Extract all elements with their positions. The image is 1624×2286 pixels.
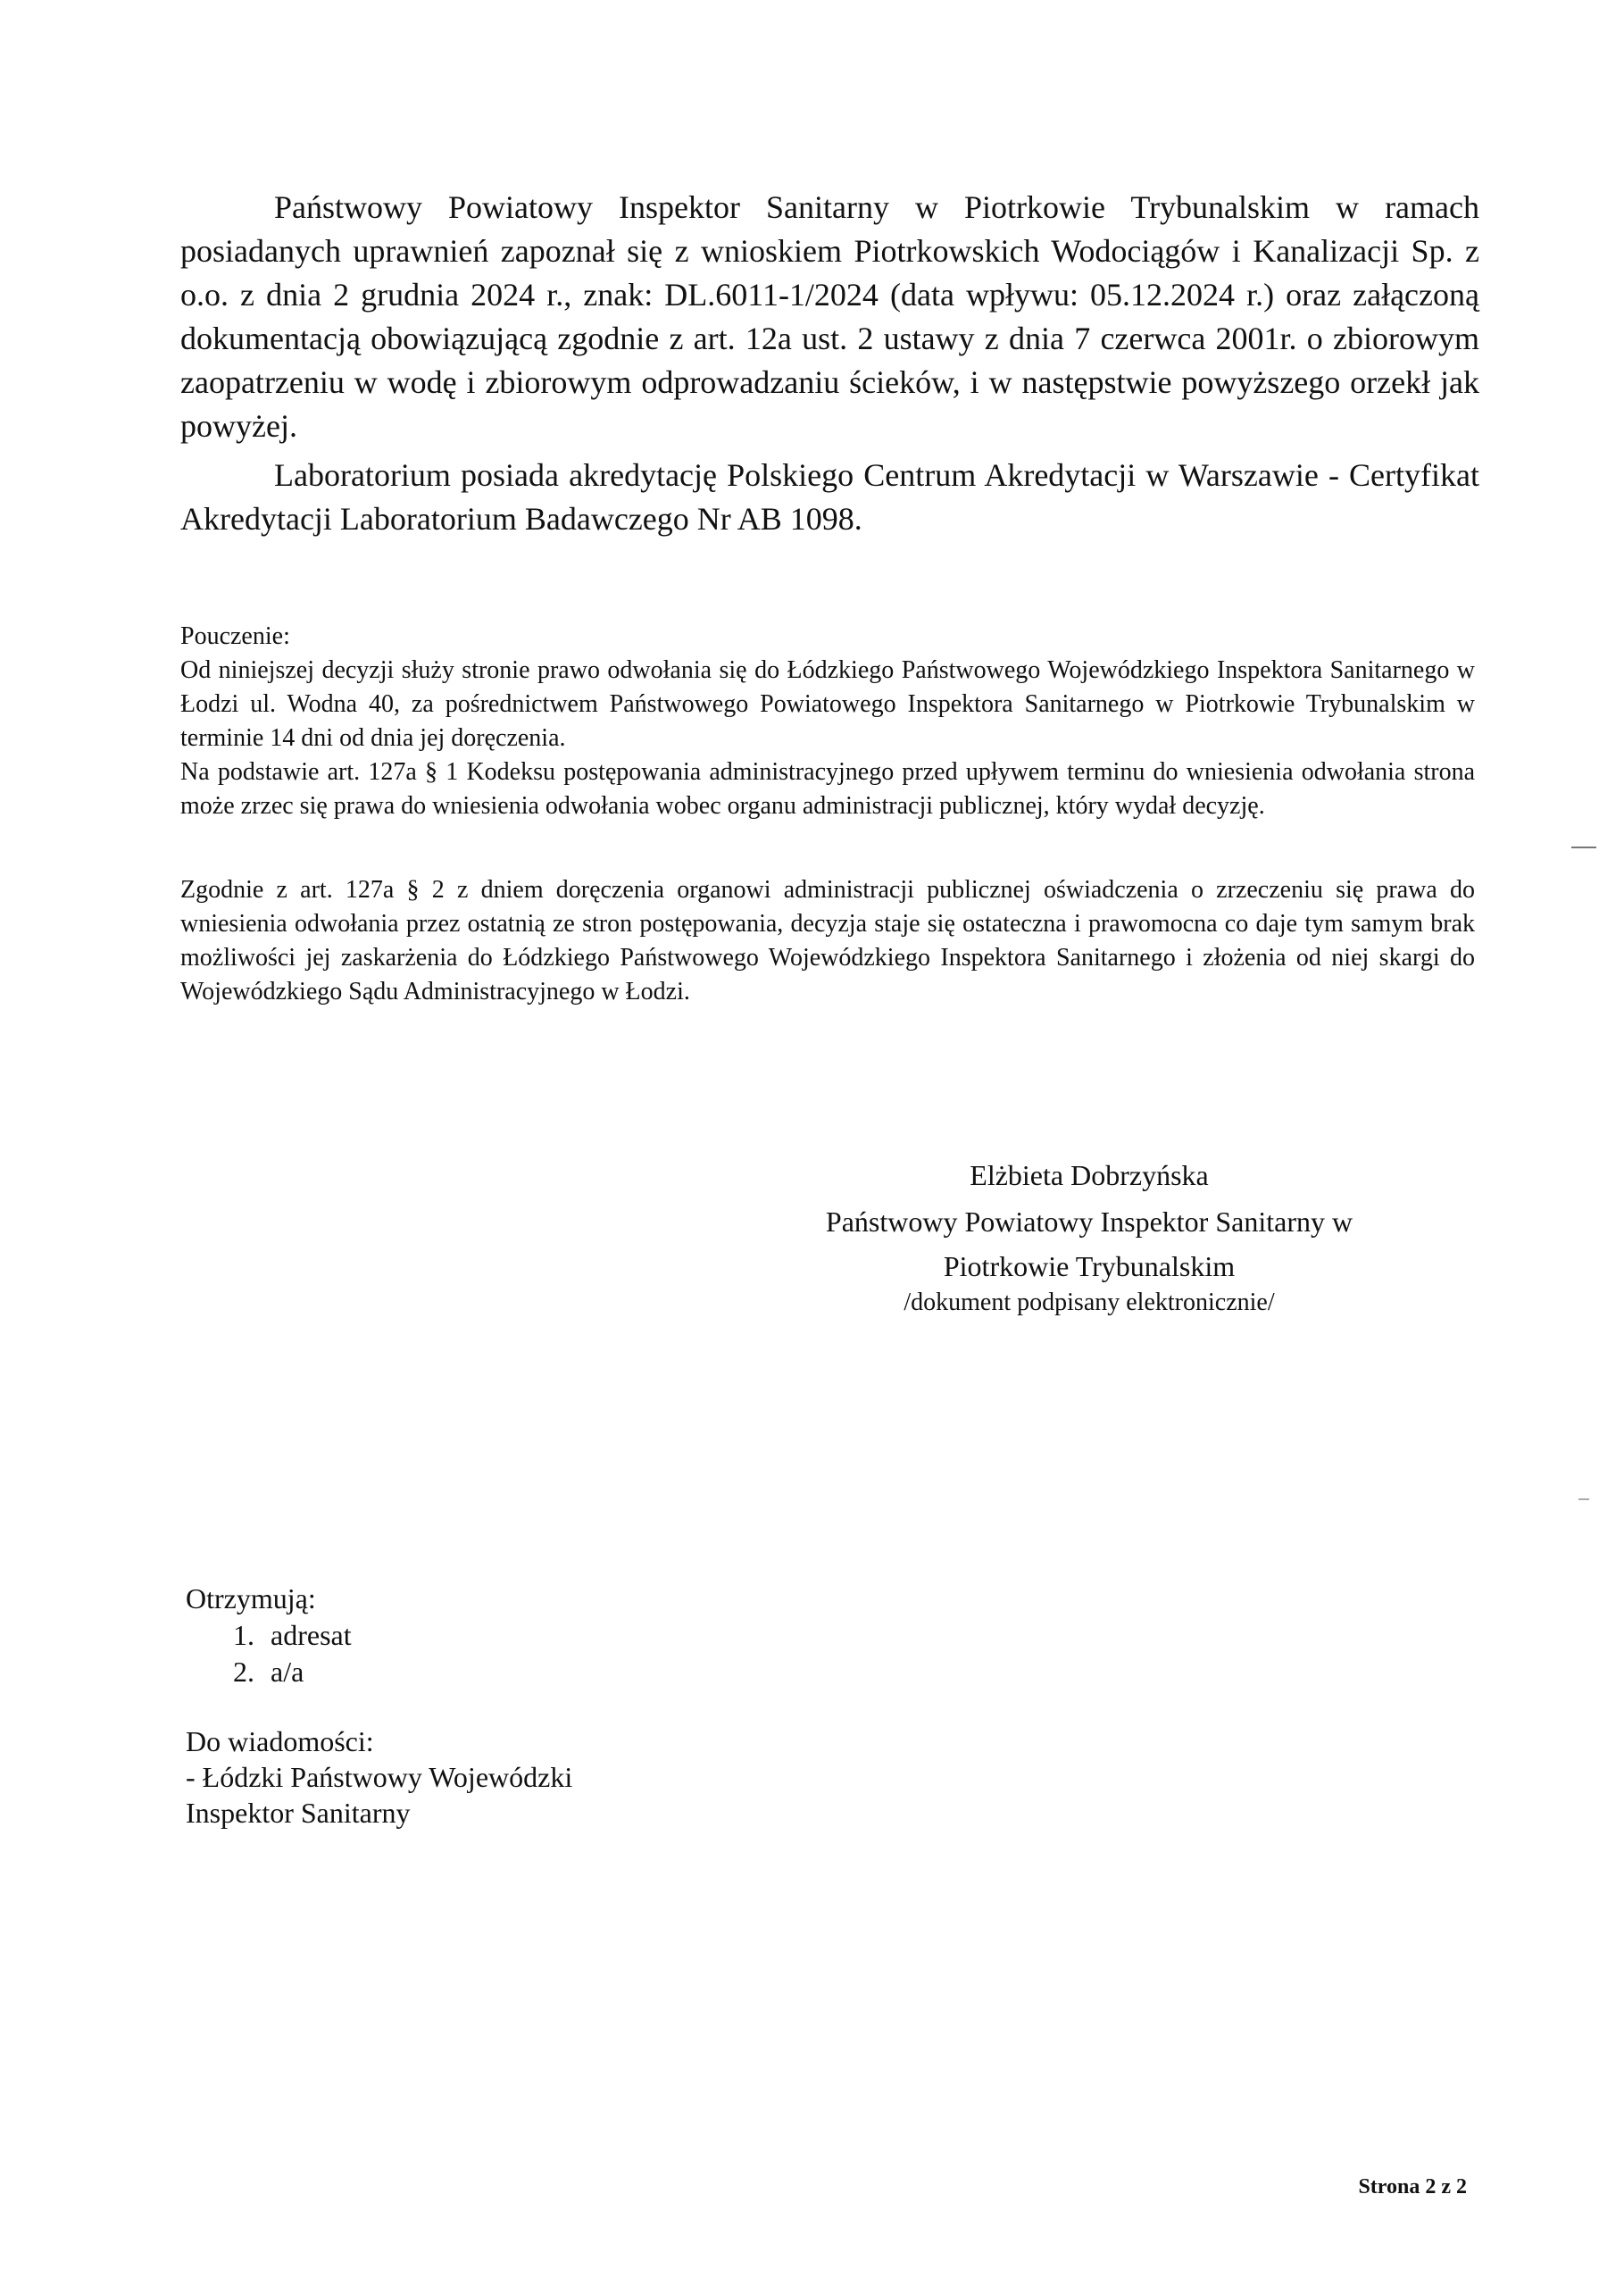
signatory-role-line1: Państwowy Powiatowy Inspektor Sanitarny w xyxy=(825,1206,1353,1238)
pouczenie-heading: Pouczenie: xyxy=(180,622,290,650)
recipients-block xyxy=(186,1581,352,1690)
cc-line: - Łódzki Państwowy Wojewódzki xyxy=(186,1761,573,1793)
cc-line: Inspektor Sanitarny xyxy=(186,1797,411,1829)
pouczenie-appeal-paragraph: Od niniejszej decyzji służy stronie prawo odwołania się do Łódzkiego Państwowego Wojewódzkiego Inspektora Sanitarnego w Łodzi ul. Wodna 40, za pośrednictwem Państwowego Powiatowego Inspektora Sanitarnego w Piotrkowie Trybunalskim w terminie 14 dni od dnia jej doręczenia. xyxy=(180,656,1475,752)
accreditation-paragraph: Laboratorium posiada akredytację Polskiego Centrum Akredytacji w Warszawie - Certyfikat Akredytacji Laboratorium Badawczego Nr AB 1098. xyxy=(180,457,1479,537)
recipients-list xyxy=(186,1617,352,1690)
recipients-heading: Otrzymują: xyxy=(186,1582,316,1614)
justification-paragraph: Państwowy Powiatowy Inspektor Sanitarny w Piotrkowie Trybunalskim w ramach posiadanych uprawnień zapoznał się z wnioskiem Piotrkowskich Wodociągów i Kanalizacji Sp. z o.o. z dnia 2 grudnia 2024 r., znak: DL.6011-1/2024 (data wpływu: 05.12.2024 r.) oraz załączoną dokumentacją obowiązującą zgodnie z art. 12a ust. 2 ustawy z dnia 7 czerwca 2001r. o zbiorowym zaopatrzeniu w wodę i zbiorowym odprowadzaniu ścieków, i w następstwie powyższego orzekł jak powyżej. xyxy=(180,189,1479,444)
signatory-role-line2: Piotrkowie Trybunalskim xyxy=(943,1250,1236,1282)
signatory-name: Elżbieta Dobrzyńska xyxy=(970,1159,1209,1191)
pouczenie-waiver-paragraph: Na podstawie art. 127a § 1 Kodeksu postępowania administracyjnego przed upływem terminu do wniesienia odwołania strona może zrzec się prawa do wniesienia odwołania wobec organu administracji publicznej, który wydał decyzję. xyxy=(180,758,1475,820)
scan-mark xyxy=(1571,847,1596,848)
pouczenie-finality-paragraph: Zgodnie z art. 127a § 2 z dniem doręczenia organowi administracji publicznej oświadczenia o zrzeczeniu się prawa do wniesienia odwołania przez ostatnią ze stron postępowania, decyzja staje się ostateczna i prawomocna co daje tym samym brak możliwości jej zaskarżenia do Łódzkiego Państwowego Wojewódzkiego Inspektora Sanitarnego i złożenia od niej skargi do Wojewódzkiego Sądu Administracyjnego w Łodzi. xyxy=(180,876,1475,1005)
recipient-item: 1. adresat xyxy=(262,1617,352,1654)
page-number: Strona 2 z 2 xyxy=(1358,2175,1467,2198)
cc-block xyxy=(186,1723,572,1831)
cc-heading: Do wiadomości: xyxy=(186,1725,374,1757)
recipient-item: 2. a/a xyxy=(262,1654,352,1690)
signatory-role xyxy=(768,1199,1411,1289)
electronic-signature-note: /dokument podpisany elektronicznie/ xyxy=(904,1289,1275,1316)
scan-mark xyxy=(1578,1498,1589,1500)
